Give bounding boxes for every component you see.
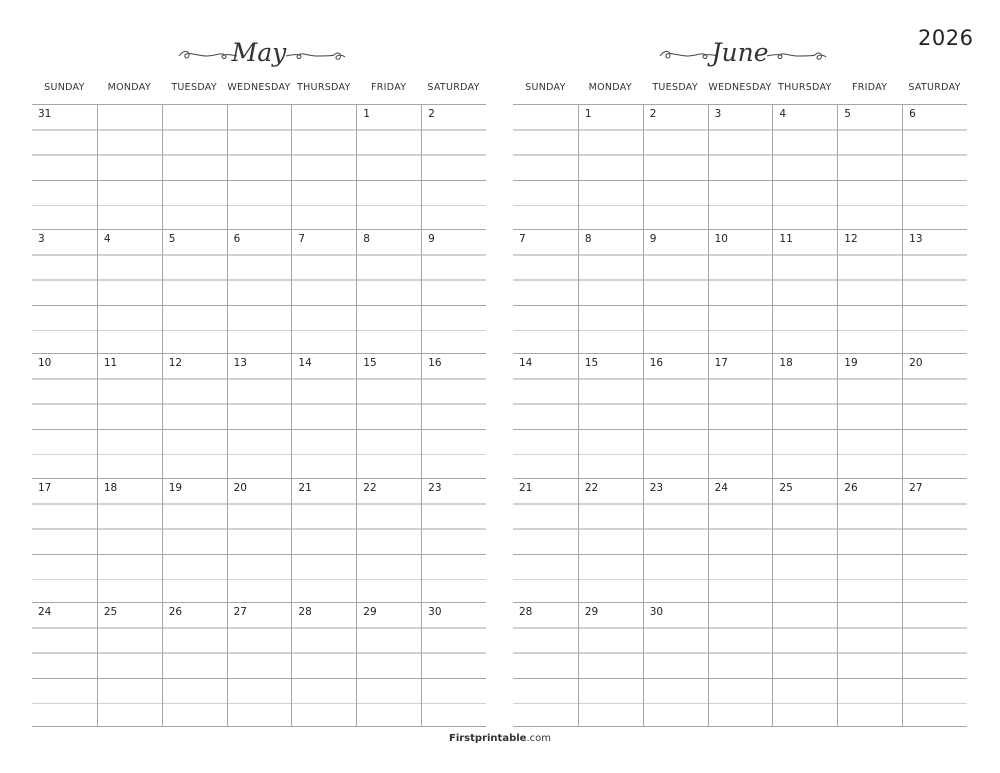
day-cell [837, 602, 902, 727]
year-label: 2026 [918, 26, 974, 50]
day-number: 6 [909, 108, 916, 120]
month-title: May [231, 38, 287, 67]
day-cell [421, 353, 486, 478]
day-cell [356, 353, 421, 478]
day-number: 11 [103, 357, 118, 370]
day-cell [708, 602, 773, 727]
day-number: 4 [103, 232, 111, 245]
day-cell [902, 353, 967, 478]
month-june [513, 38, 967, 727]
day-cell [578, 353, 643, 478]
day-cell [356, 478, 421, 603]
day-cell [708, 229, 773, 354]
day-cell [513, 229, 578, 354]
day-number: 13 [909, 232, 923, 245]
day-cell [513, 104, 578, 229]
calendar-grid [32, 104, 486, 727]
day-cell [643, 602, 708, 727]
day-cell [227, 353, 292, 478]
day-number: 30 [649, 606, 664, 619]
day-cell [513, 478, 578, 603]
day-cell [902, 104, 967, 229]
weekday-label: WEDNESDAY [708, 82, 772, 93]
day-number: 13 [233, 357, 247, 370]
day-cell [32, 353, 97, 478]
day-number: 22 [363, 481, 377, 494]
day-number: 26 [168, 606, 183, 619]
day-cell [162, 353, 227, 478]
month-header [513, 38, 967, 78]
day-number: 28 [298, 606, 312, 619]
weekday-label: TUESDAY [171, 82, 217, 93]
day-number: 10 [38, 357, 52, 370]
calendar-grid [513, 104, 967, 727]
day-cell [643, 478, 708, 603]
day-number: 17 [714, 357, 728, 370]
day-cell [32, 104, 97, 229]
day-number: 7 [519, 232, 526, 245]
day-number: 9 [428, 232, 435, 245]
day-cell [772, 602, 837, 727]
day-number: 19 [168, 481, 183, 494]
day-cell [291, 602, 356, 727]
day-number: 18 [103, 481, 118, 494]
day-cell [708, 353, 773, 478]
day-cell [578, 602, 643, 727]
day-number: 29 [363, 606, 377, 619]
day-cell [578, 229, 643, 354]
weekday-label: SATURDAY [908, 82, 961, 93]
day-cell [837, 229, 902, 354]
day-cell [421, 104, 486, 229]
day-number: 3 [714, 108, 722, 120]
day-cell [578, 478, 643, 603]
day-cell [291, 478, 356, 603]
weekday-header-row [32, 82, 486, 104]
day-cell [902, 229, 967, 354]
day-cell [162, 478, 227, 603]
weekday-label: SUNDAY [525, 82, 566, 93]
weekday-label: FRIDAY [371, 82, 407, 93]
day-number: 24 [38, 606, 52, 619]
day-number: 16 [649, 357, 664, 370]
day-number: 3 [38, 232, 45, 245]
day-cell [643, 104, 708, 229]
day-cell [356, 602, 421, 727]
day-cell [643, 353, 708, 478]
day-cell [837, 353, 902, 478]
day-number: 23 [428, 481, 442, 494]
weekday-label: THURSDAY [297, 82, 351, 93]
day-number: 22 [584, 481, 599, 494]
day-cell [97, 478, 162, 603]
day-number: 31 [38, 108, 52, 120]
day-number: 11 [779, 232, 793, 245]
day-number: 12 [168, 357, 183, 370]
weekday-label: WEDNESDAY [227, 82, 291, 93]
day-cell [32, 478, 97, 603]
day-cell [97, 602, 162, 727]
day-number: 6 [233, 232, 241, 245]
day-cell [837, 478, 902, 603]
day-number: 12 [844, 232, 858, 245]
day-number: 16 [428, 357, 442, 370]
weekday-label: SATURDAY [427, 82, 480, 93]
day-number: 5 [168, 232, 176, 245]
day-cell [97, 353, 162, 478]
day-cell [32, 602, 97, 727]
day-number: 7 [298, 232, 306, 245]
day-number: 25 [779, 481, 793, 494]
day-cell [902, 478, 967, 603]
day-cell [227, 229, 292, 354]
day-number: 18 [779, 357, 793, 370]
day-cell [162, 602, 227, 727]
day-cell [708, 478, 773, 603]
footer-credit [0, 733, 1000, 744]
day-number: 25 [103, 606, 118, 619]
day-number: 23 [649, 481, 664, 494]
month-header [32, 38, 486, 78]
day-number: 20 [233, 481, 247, 494]
month-title: June [711, 38, 769, 67]
day-number: 1 [584, 108, 592, 120]
day-number: 29 [584, 606, 599, 619]
day-number: 8 [584, 232, 592, 245]
day-cell [227, 104, 292, 229]
day-number: 19 [844, 357, 858, 370]
right-flourish-icon [765, 46, 827, 66]
day-cell [902, 602, 967, 727]
footer-suffix: .com [526, 733, 551, 744]
day-number: 21 [519, 481, 533, 494]
day-number: 26 [844, 481, 858, 494]
day-number: 28 [519, 606, 533, 619]
day-cell [708, 104, 773, 229]
day-number: 30 [428, 606, 442, 619]
day-number: 9 [649, 232, 657, 245]
day-cell [356, 104, 421, 229]
day-cell [97, 229, 162, 354]
day-cell [291, 229, 356, 354]
day-cell [421, 478, 486, 603]
day-cell [772, 104, 837, 229]
month-may [32, 38, 486, 727]
day-number: 2 [649, 108, 657, 120]
weekday-label: TUESDAY [652, 82, 698, 93]
day-number: 5 [844, 108, 851, 120]
weekday-header-row [513, 82, 967, 104]
day-cell [772, 353, 837, 478]
day-cell [97, 104, 162, 229]
day-cell [421, 602, 486, 727]
day-number: 4 [779, 108, 787, 120]
day-cell [356, 229, 421, 354]
weekday-label: MONDAY [107, 82, 151, 93]
day-number: 15 [363, 357, 377, 370]
day-number: 8 [363, 232, 370, 245]
day-number: 17 [38, 481, 52, 494]
day-number: 1 [363, 108, 370, 120]
day-number: 24 [714, 481, 728, 494]
day-number: 21 [298, 481, 312, 494]
day-cell [772, 478, 837, 603]
day-number: 27 [233, 606, 247, 619]
day-cell [513, 602, 578, 727]
day-cell [421, 229, 486, 354]
day-number: 14 [298, 357, 312, 370]
day-number: 10 [714, 232, 728, 245]
day-cell [578, 104, 643, 229]
day-cell [513, 353, 578, 478]
footer-brand: Firstprintable [448, 733, 527, 744]
right-flourish-icon [284, 46, 346, 66]
weekday-label: MONDAY [588, 82, 632, 93]
weekday-label: FRIDAY [852, 82, 888, 93]
day-cell [643, 229, 708, 354]
day-cell [162, 104, 227, 229]
day-cell [227, 602, 292, 727]
weekday-label: SUNDAY [44, 82, 85, 93]
day-number: 14 [519, 357, 533, 370]
day-number: 15 [584, 357, 599, 370]
day-cell [32, 229, 97, 354]
day-cell [291, 104, 356, 229]
weekday-label: THURSDAY [778, 82, 832, 93]
day-cell [772, 229, 837, 354]
day-number: 2 [428, 108, 435, 120]
day-number: 27 [909, 481, 923, 494]
day-cell [291, 353, 356, 478]
day-cell [227, 478, 292, 603]
day-number: 20 [909, 357, 923, 370]
day-cell [837, 104, 902, 229]
day-cell [162, 229, 227, 354]
